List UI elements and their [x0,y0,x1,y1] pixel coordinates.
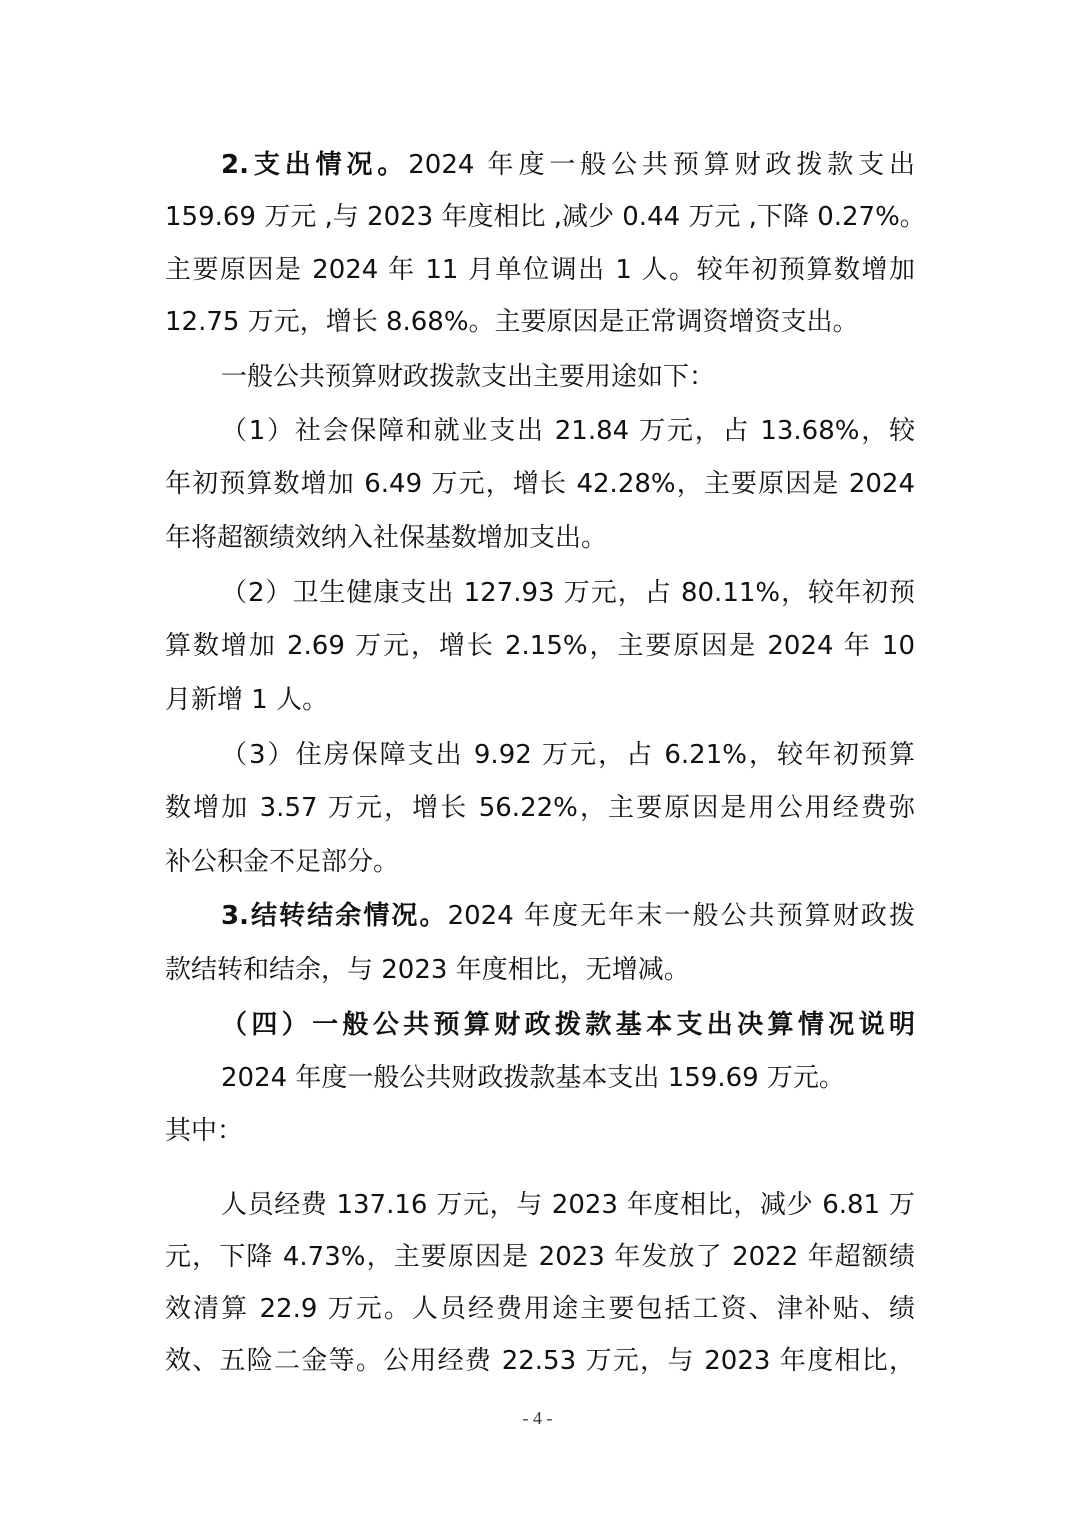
section-heading: （四）一般公共预算财政拨款基本支出决算情况说明 [221,1010,915,1040]
expenditure-line-4: 12.75 万元，增长 8.68%。主要原因是正常调资增资支出。 [165,307,859,337]
expenditure-text: 2024 年度一般公共预算财政拨款支出 [408,150,915,180]
item2-line-1: （2）卫生健康支出 127.93 万元，占 80.11%，较年初预 [221,578,915,608]
personnel-line-1: 人员经费 137.16 万元，与 2023 年度相比，减少 6.81 万 [221,1190,915,1220]
item1-line-3: 年将超额绩效纳入社保基数增加支出。 [165,523,608,553]
item2-line-2: 算数增加 2.69 万元，增长 2.15%，主要原因是 2024 年 10 [165,631,915,661]
personnel-line-3: 效清算 22.9 万元。人员经费用途主要包括工资、津补贴、绩 [165,1294,915,1324]
item2-line-3: 月新增 1 人。 [165,685,329,715]
expenditure-line-2: 159.69 万元 ,与 2023 年度相比 ,减少 0.44 万元 ,下降 0.27%。 [165,202,926,232]
carryover-text: 2024 年度无年末一般公共预算财政拨 [447,901,916,931]
item3-line-3: 补公积金不足部分。 [165,847,400,877]
page-number: - 4 - [522,1408,553,1428]
basic-line-1: 2024 年度一般公共财政拨款基本支出 159.69 万元。 [221,1063,845,1093]
item3-line-2: 数增加 3.57 万元，增长 56.22%，主要原因是用公用经费弥 [165,793,915,823]
basic-line-2: 其中： [165,1116,244,1146]
carryover-line-1 [221,896,915,936]
item1-line-2: 年初预算数增加 6.49 万元，增长 42.28%，主要原因是 2024 [165,469,915,499]
expenditure-line-1 [221,145,915,185]
personnel-line-2: 元，下降 4.73%，主要原因是 2023 年发放了 2022 年超额绩 [165,1242,915,1272]
item1-line-1: （1）社会保障和就业支出 21.84 万元，占 13.68%，较 [221,416,915,446]
carryover-label: 3.结转结余情况。 [221,901,448,931]
usage-intro: 一般公共预算财政拨款支出主要用途如下： [221,362,716,392]
item3-line-1: （3）住房保障支出 9.92 万元，占 6.21%，较年初预算 [221,740,915,770]
personnel-line-4: 效、五险二金等。公用经费 22.53 万元，与 2023 年度相比， [165,1346,915,1376]
expenditure-line-3: 主要原因是 2024 年 11 月单位调出 1 人。较年初预算数增加 [165,255,915,285]
carryover-line-2: 款结转和结余，与 2023 年度相比，无增减。 [165,955,690,985]
expenditure-label: 2.支出情况。 [221,150,409,180]
